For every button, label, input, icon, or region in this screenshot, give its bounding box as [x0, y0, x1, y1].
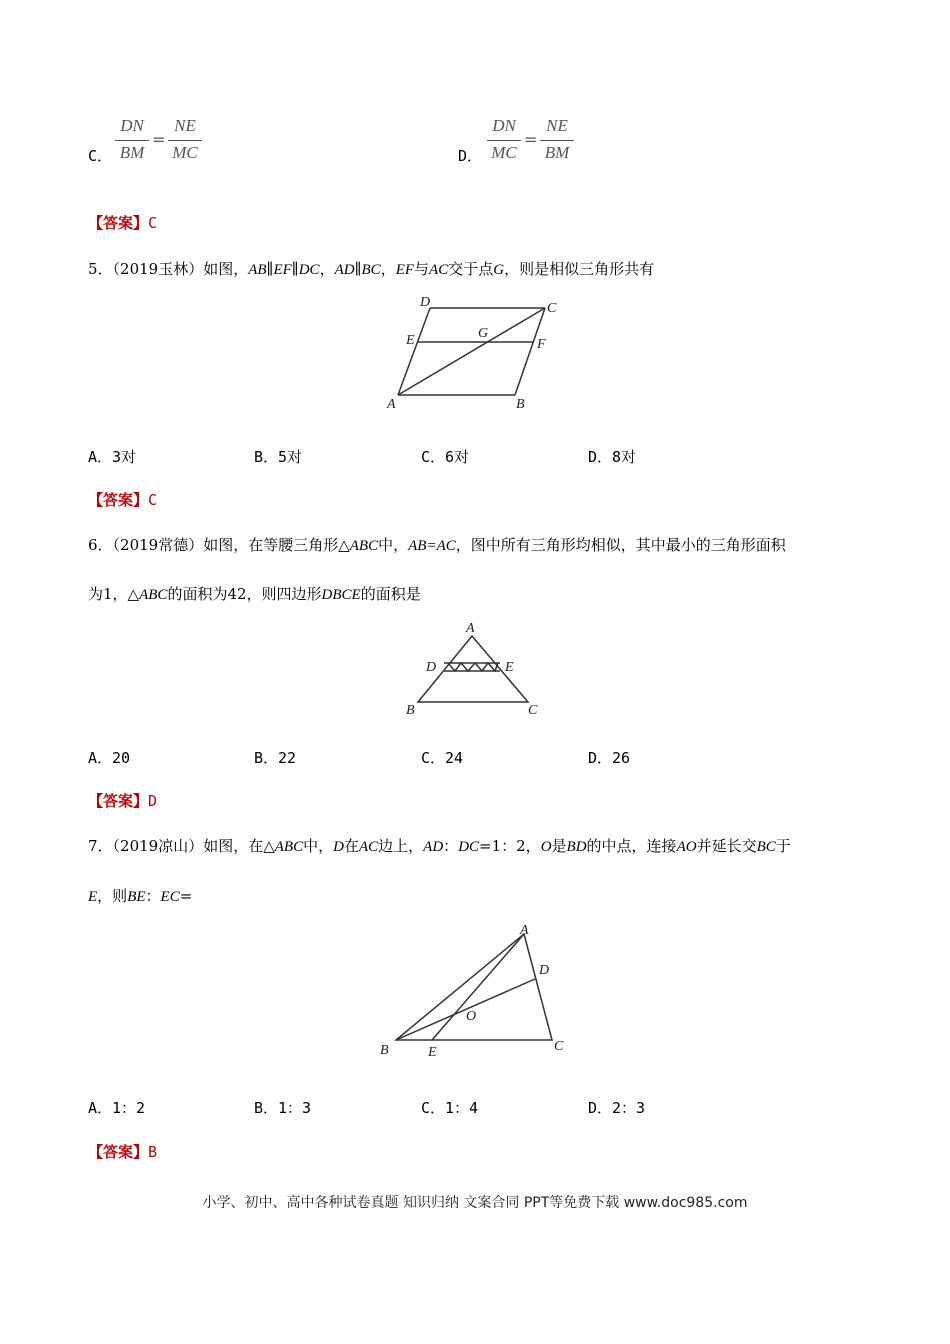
- q6-stem-line-2: [88, 583, 421, 604]
- text: 在: [343, 837, 359, 855]
- q5-option-b: B．5对: [254, 448, 303, 466]
- text: ，图中所有三角形均相似，其中最小的三角形面积: [455, 536, 786, 554]
- text: 中，: [378, 536, 409, 554]
- fraction-denominator: MC: [172, 143, 198, 162]
- text: ，则: [97, 887, 128, 905]
- point-label-o: O: [466, 1009, 477, 1024]
- text: 与: [414, 260, 430, 278]
- fraction-denominator: BM: [119, 143, 145, 162]
- q5-option-a: A．3对: [88, 448, 137, 466]
- q6-option-d: D．26: [588, 749, 631, 767]
- fraction-bar: [115, 140, 149, 141]
- fraction-denominator: BM: [544, 143, 570, 162]
- text: 7．（2019凉山）如图，在△: [88, 837, 275, 855]
- point-label-f: F: [537, 337, 546, 352]
- q5-option-d: D．8对: [588, 448, 637, 466]
- math-text: AD∥BC: [334, 262, 381, 278]
- text: 边上，: [378, 837, 424, 855]
- q5-number: 5．（2019玉林）如图，: [88, 260, 249, 278]
- q7-stem-line-1: [88, 835, 791, 856]
- q6-option-a: A．20: [88, 749, 131, 767]
- text: ，: [380, 260, 396, 278]
- math-text: AB=AC: [408, 538, 456, 554]
- answer-label: 【答案】: [88, 214, 149, 232]
- math-text: BD: [566, 839, 587, 855]
- math-text: AC: [429, 262, 449, 278]
- point-label-c: C: [554, 1039, 564, 1054]
- text: ：: [145, 887, 161, 905]
- q7-stem-line-2: [88, 885, 192, 906]
- text: 的面积是: [360, 585, 421, 603]
- math-text: EC: [160, 889, 180, 905]
- math-text: E: [88, 889, 98, 905]
- fraction-numerator: DN: [492, 116, 516, 135]
- text: ，: [319, 260, 335, 278]
- point-label-d: D: [426, 660, 437, 675]
- text: =: [179, 887, 193, 905]
- text: 的中点，连接: [586, 837, 677, 855]
- text: 是: [551, 837, 567, 855]
- q6-answer: [88, 790, 157, 811]
- math-text: AO: [676, 839, 697, 855]
- point-label-e: E: [428, 1045, 437, 1060]
- point-label-c: C: [528, 703, 538, 718]
- point-label-b: B: [516, 397, 525, 412]
- math-text: ABC: [349, 538, 379, 554]
- text: =1：2，: [479, 837, 541, 855]
- fraction-bar: [487, 140, 521, 141]
- math-text: ABC: [139, 587, 168, 603]
- q4-answer: [88, 212, 157, 233]
- math-text: DC: [458, 839, 480, 855]
- text: 为1，△: [88, 585, 140, 603]
- answer-value: B: [148, 1143, 158, 1161]
- equals-sign: =: [152, 130, 166, 149]
- q4-option-c-label: C．: [88, 147, 113, 165]
- q6-triangle-figure: [400, 618, 550, 720]
- q6-option-c: C．24: [421, 749, 464, 767]
- q4-option-d-label: D．: [458, 147, 483, 165]
- q5-parallelogram-figure: [380, 290, 570, 415]
- q7-option-c: C．1：4: [421, 1099, 479, 1117]
- answer-label: 【答案】: [88, 1143, 149, 1161]
- text: 于: [775, 837, 791, 855]
- q7-option-a: A．1：2: [88, 1099, 146, 1117]
- math-text: AD: [423, 839, 444, 855]
- math-text: AC: [358, 839, 379, 855]
- text: 中，: [303, 837, 334, 855]
- point-label-d: D: [539, 963, 550, 978]
- fraction-numerator: DN: [120, 116, 144, 135]
- point-label-b: B: [406, 703, 415, 718]
- q5-stem: [88, 258, 654, 279]
- fraction-bar: [540, 140, 574, 141]
- page-footer: 小学、初中、高中各种试卷真题 知识归纳 文案合同 PPT等免费下载 www.doc985.com: [202, 1195, 748, 1211]
- math-text: AB∥EF∥DC: [248, 262, 320, 278]
- point-label-b: B: [380, 1043, 389, 1058]
- text: 的面积为42，则四边形: [167, 585, 322, 603]
- point-label-d: D: [420, 295, 431, 310]
- text: ：: [443, 837, 459, 855]
- text: 并延长交: [696, 837, 757, 855]
- answer-value: C: [148, 491, 158, 509]
- math-text: O: [540, 839, 552, 855]
- fraction-numerator: NE: [546, 116, 568, 135]
- q5-option-c: C．6对: [421, 448, 470, 466]
- text: 交于点: [448, 260, 494, 278]
- fraction-denominator: MC: [491, 143, 517, 162]
- fraction-numerator: NE: [174, 116, 196, 135]
- point-label-a: A: [466, 621, 475, 636]
- point-label-g: G: [478, 326, 489, 341]
- q6-stem-line-1: [88, 534, 786, 555]
- text: ，则是相似三角形共有: [504, 260, 655, 278]
- q7-option-d: D．2：3: [588, 1099, 646, 1117]
- q7-option-b: B．1：3: [254, 1099, 312, 1117]
- math-text: G: [493, 262, 505, 278]
- answer-value: C: [148, 214, 158, 232]
- math-text: D: [333, 839, 344, 855]
- equals-sign: =: [524, 130, 538, 149]
- answer-label: 【答案】: [88, 792, 149, 810]
- text: 6．（2019常德）如图，在等腰三角形△: [88, 536, 350, 554]
- point-label-c: C: [547, 301, 557, 316]
- q6-option-b: B．22: [254, 749, 297, 767]
- point-label-e: E: [406, 333, 415, 348]
- math-text: DBCE: [321, 587, 361, 603]
- point-label-e: E: [505, 660, 514, 675]
- math-text: ABC: [274, 839, 304, 855]
- answer-label: 【答案】: [88, 491, 149, 509]
- q5-answer: [88, 489, 157, 510]
- answer-value: D: [148, 792, 158, 810]
- math-text: BE: [127, 889, 146, 905]
- fraction-bar: [168, 140, 202, 141]
- q7-answer: [88, 1141, 157, 1162]
- math-text: EF: [395, 262, 415, 278]
- math-text: BC: [756, 839, 776, 855]
- point-label-a: A: [387, 397, 396, 412]
- q7-triangle-figure: [372, 918, 572, 1063]
- point-label-a: A: [520, 923, 529, 938]
